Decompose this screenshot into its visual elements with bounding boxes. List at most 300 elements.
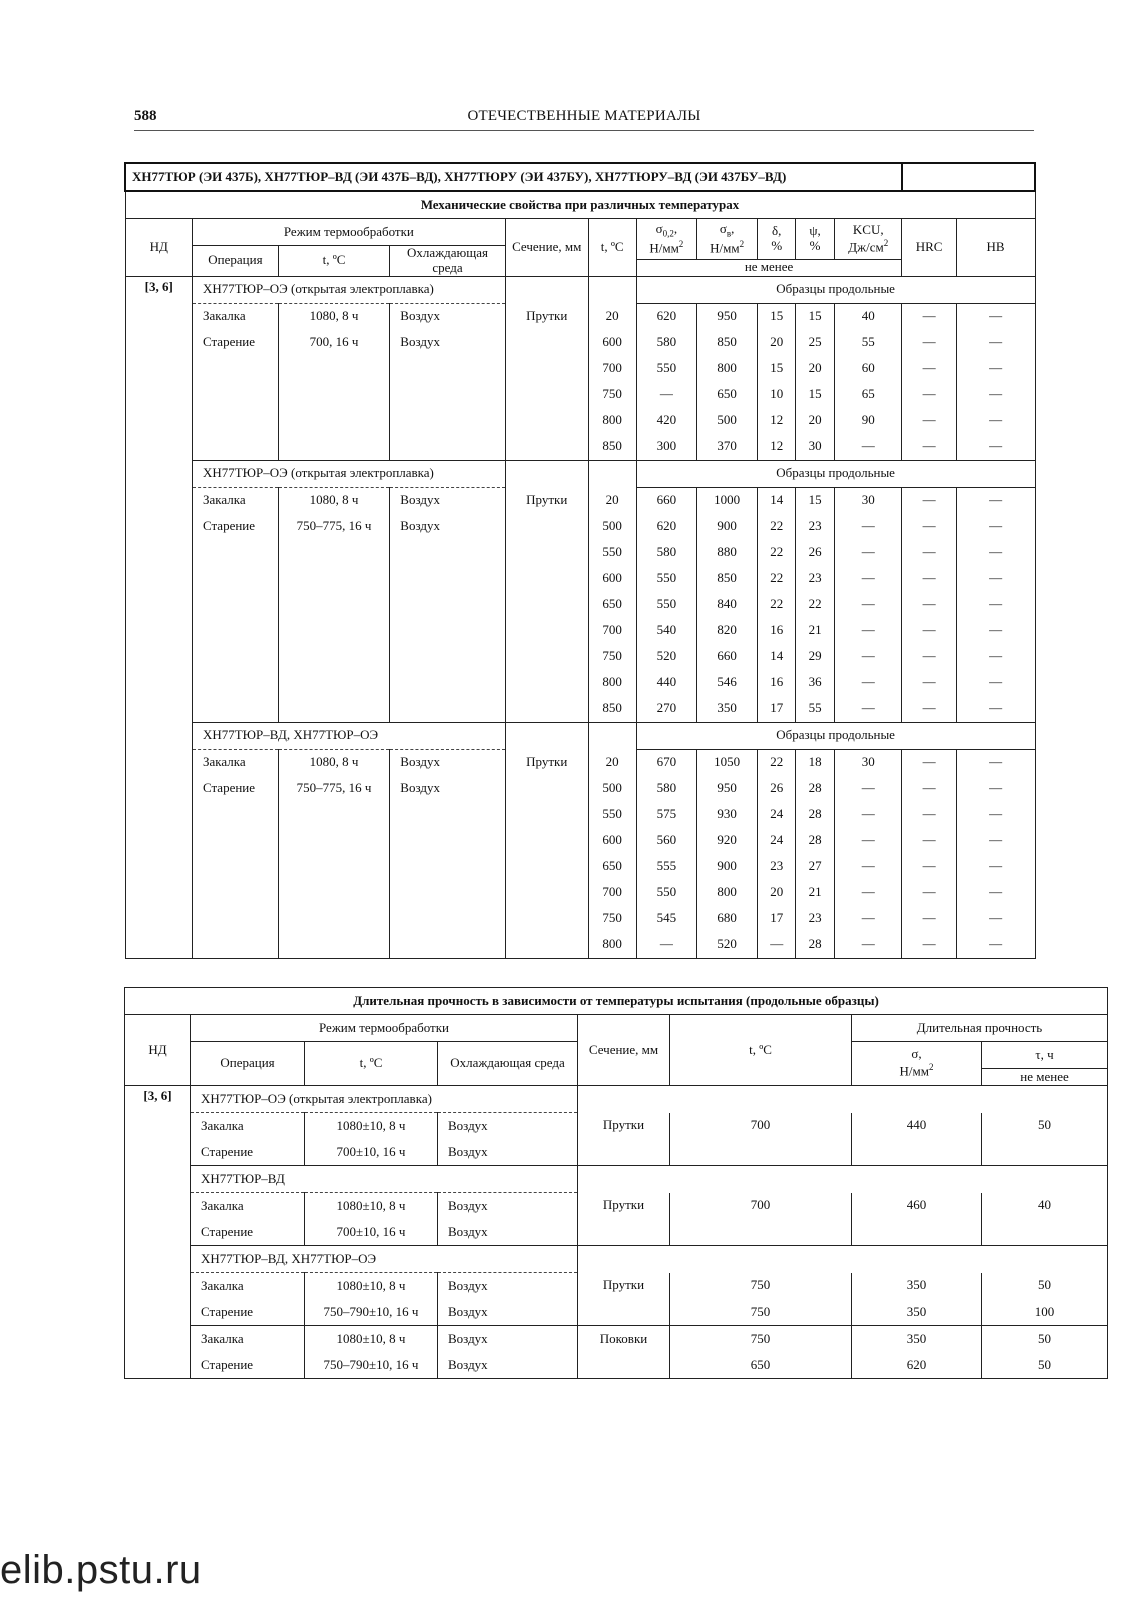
- group-name: ХН77ТЮР–ОЭ (открытая электроплавка): [192, 276, 505, 303]
- cooling-blank: [390, 382, 506, 408]
- operation: Закалка: [191, 1193, 305, 1220]
- cooling-medium: Воздух: [438, 1326, 578, 1353]
- psi-value: 22: [796, 592, 835, 618]
- cooling-blank: [390, 880, 506, 906]
- table-row: [125, 1219, 1108, 1246]
- kcu-value: 30: [835, 487, 902, 514]
- table-row: [125, 487, 1035, 514]
- kcu-value: —: [835, 906, 902, 932]
- hb-value: —: [956, 330, 1035, 356]
- kcu-value: 65: [835, 382, 902, 408]
- section-value: [505, 566, 588, 592]
- table-row: [125, 540, 1035, 566]
- temp-blank: [278, 618, 389, 644]
- psi-value: 23: [796, 514, 835, 540]
- table-row: [125, 408, 1035, 434]
- header-operation: Операция: [191, 1042, 305, 1086]
- delta-value: 16: [758, 618, 796, 644]
- hrc-value: —: [902, 828, 956, 854]
- treatment-temp: 750–790±10, 16 ч: [305, 1352, 438, 1379]
- sb-value: 920: [696, 828, 757, 854]
- treatment-temp: 1080±10, 8 ч: [305, 1113, 438, 1140]
- hrc-value: —: [902, 330, 956, 356]
- cooling-blank: [390, 644, 506, 670]
- hrc-value: —: [902, 356, 956, 382]
- running-title: ОТЕЧЕСТВЕННЫЕ МАТЕРИАЛЫ: [467, 108, 701, 124]
- treatment-temp: 750–775, 16 ч: [278, 514, 389, 540]
- section-blank: [505, 722, 588, 749]
- delta-value: 16: [758, 670, 796, 696]
- psi-value: 26: [796, 540, 835, 566]
- psi-value: 29: [796, 644, 835, 670]
- s02-value: 440: [636, 670, 696, 696]
- table-row: [125, 1166, 1108, 1193]
- hb-value: —: [956, 514, 1035, 540]
- test-temp: 600: [588, 828, 636, 854]
- kcu-value: —: [835, 566, 902, 592]
- sb-value: 950: [696, 776, 757, 802]
- operation: Закалка: [191, 1113, 305, 1140]
- delta-value: 12: [758, 434, 796, 461]
- temp-blank: [278, 932, 389, 959]
- operation-blank: [192, 932, 278, 959]
- hb-value: —: [956, 487, 1035, 514]
- cooling-blank: [390, 540, 506, 566]
- psi-value: 25: [796, 330, 835, 356]
- sb-value: 546: [696, 670, 757, 696]
- hb-value: —: [956, 592, 1035, 618]
- table-row: [125, 880, 1035, 906]
- section-value: [505, 644, 588, 670]
- hb-value: —: [956, 854, 1035, 880]
- cooling-blank: [390, 696, 506, 723]
- header-nd: НД: [125, 1015, 191, 1086]
- temp-blank: [278, 592, 389, 618]
- nd-reference: [3, 6]: [125, 1086, 191, 1379]
- cooling-blank: [390, 408, 506, 434]
- cooling-medium: Воздух: [438, 1113, 578, 1140]
- operation-blank: [192, 566, 278, 592]
- section-value: [505, 828, 588, 854]
- table-row: [125, 1086, 1108, 1113]
- section-value: [505, 880, 588, 906]
- sigma-value: 350: [852, 1273, 982, 1300]
- section-value: [578, 1219, 670, 1246]
- test-temp: 750: [588, 906, 636, 932]
- operation: Закалка: [191, 1326, 305, 1353]
- cooling-medium: Воздух: [438, 1219, 578, 1246]
- operation-blank: [192, 408, 278, 434]
- hb-value: —: [956, 382, 1035, 408]
- table-row: [125, 219, 1035, 246]
- test-temp: 550: [588, 802, 636, 828]
- test-temp: 800: [588, 408, 636, 434]
- table-row: [125, 1352, 1108, 1379]
- hrc-value: —: [902, 303, 956, 330]
- psi-value: 27: [796, 854, 835, 880]
- hb-value: —: [956, 566, 1035, 592]
- section-value: [505, 382, 588, 408]
- cooling-blank: [390, 618, 506, 644]
- s02-value: —: [636, 382, 696, 408]
- test-temp: 20: [588, 487, 636, 514]
- operation-blank: [192, 540, 278, 566]
- operation: Старение: [191, 1299, 305, 1326]
- temp-blank: [278, 802, 389, 828]
- operation: Закалка: [192, 749, 278, 776]
- sb-value: 950: [696, 303, 757, 330]
- header-test-temp: t, ºC: [670, 1015, 852, 1086]
- header-test-temp: t, ºC: [588, 219, 636, 277]
- group-name: ХН77ТЮР–ВД, ХН77ТЮР–ОЭ: [191, 1246, 578, 1273]
- header-section: Сечение, мм: [578, 1015, 670, 1086]
- operation-blank: [192, 802, 278, 828]
- hrc-value: —: [902, 670, 956, 696]
- test-temp: 700: [588, 618, 636, 644]
- sb-value: 850: [696, 566, 757, 592]
- sb-value: 820: [696, 618, 757, 644]
- hb-value: —: [956, 880, 1035, 906]
- psi-value: 28: [796, 802, 835, 828]
- group-name: ХН77ТЮР–ВД, ХН77ТЮР–ОЭ: [192, 722, 505, 749]
- specimen-note: Образцы продольные: [636, 460, 1035, 487]
- header-operation: Операция: [192, 246, 278, 277]
- sb-value: 520: [696, 932, 757, 959]
- sb-value: 650: [696, 382, 757, 408]
- cooling-medium: Воздух: [390, 487, 506, 514]
- kcu-value: 30: [835, 749, 902, 776]
- psi-value: 15: [796, 487, 835, 514]
- test-temp: 600: [588, 330, 636, 356]
- table-row: [125, 303, 1035, 330]
- cooling-blank: [390, 854, 506, 880]
- sigma-value: 350: [852, 1326, 982, 1353]
- operation: Старение: [192, 514, 278, 540]
- operation: Старение: [191, 1352, 305, 1379]
- psi-value: 20: [796, 356, 835, 382]
- test-temp: 750: [670, 1326, 852, 1353]
- section-value: Прутки: [578, 1193, 670, 1220]
- section-value: [505, 618, 588, 644]
- hrc-value: —: [902, 906, 956, 932]
- s02-value: 550: [636, 566, 696, 592]
- hrc-value: —: [902, 776, 956, 802]
- psi-value: 23: [796, 906, 835, 932]
- hrc-value: —: [902, 749, 956, 776]
- test-temp: 700: [670, 1113, 852, 1140]
- treatment-temp: 750–790±10, 16 ч: [305, 1299, 438, 1326]
- psi-value: 21: [796, 880, 835, 906]
- section-value: Поковки: [578, 1326, 670, 1353]
- header-hb: HB: [956, 219, 1035, 277]
- test-temp: 750: [588, 644, 636, 670]
- sigma-value: [852, 1139, 982, 1166]
- hrc-value: —: [902, 566, 956, 592]
- treatment-temp: 1080, 8 ч: [278, 303, 389, 330]
- s02-value: 580: [636, 776, 696, 802]
- delta-value: 15: [758, 303, 796, 330]
- cooling-blank: [390, 906, 506, 932]
- psi-value: 18: [796, 749, 835, 776]
- hb-value: —: [956, 776, 1035, 802]
- cooling-blank: [390, 592, 506, 618]
- kcu-value: 90: [835, 408, 902, 434]
- table-title-blank: [902, 163, 1035, 191]
- kcu-value: —: [835, 880, 902, 906]
- test-temp: 850: [588, 696, 636, 723]
- table-row: [125, 618, 1035, 644]
- sigma-value: 350: [852, 1299, 982, 1326]
- section-value: [505, 356, 588, 382]
- header-delta: δ, %: [758, 219, 796, 260]
- psi-value: 20: [796, 408, 835, 434]
- kcu-value: —: [835, 802, 902, 828]
- psi-value: 55: [796, 696, 835, 723]
- test-temp: 500: [588, 514, 636, 540]
- temp-blank: [588, 276, 636, 303]
- table-row: [125, 906, 1035, 932]
- table-row: [125, 749, 1035, 776]
- temp-blank: [278, 566, 389, 592]
- header-s02: $\sigma_{0,2}$, $Н/мм^2$: [636, 219, 696, 260]
- s02-value: 300: [636, 434, 696, 461]
- hb-value: —: [956, 540, 1035, 566]
- temp-blank: [588, 722, 636, 749]
- section-value: [505, 802, 588, 828]
- s02-value: 520: [636, 644, 696, 670]
- section-value: [578, 1352, 670, 1379]
- sigma-value: [852, 1219, 982, 1246]
- kcu-value: 60: [835, 356, 902, 382]
- psi-value: 23: [796, 566, 835, 592]
- section-value: [505, 330, 588, 356]
- operation-blank: [192, 592, 278, 618]
- psi-value: 15: [796, 303, 835, 330]
- temp-blank: [278, 696, 389, 723]
- table-row: [125, 434, 1035, 461]
- hrc-value: —: [902, 382, 956, 408]
- cooling-blank: [390, 434, 506, 461]
- section-value: [505, 932, 588, 959]
- sigma-value: 460: [852, 1193, 982, 1220]
- sb-value: 900: [696, 854, 757, 880]
- temp-blank: [278, 408, 389, 434]
- treatment-temp: 1080, 8 ч: [278, 749, 389, 776]
- sb-value: 500: [696, 408, 757, 434]
- table-row: [125, 276, 1035, 303]
- delta-value: 17: [758, 696, 796, 723]
- table-row: [125, 460, 1035, 487]
- treatment-temp: 700±10, 16 ч: [305, 1219, 438, 1246]
- kcu-value: —: [835, 854, 902, 880]
- header-kcu: KCU, $Дж/см^2$: [835, 219, 902, 260]
- s02-value: 580: [636, 330, 696, 356]
- tau-value: 50: [982, 1352, 1108, 1379]
- test-temp: 600: [588, 566, 636, 592]
- kcu-value: —: [835, 592, 902, 618]
- header-sb: $\sigma_в$, $Н/мм^2$: [696, 219, 757, 260]
- header-psi: ψ, %: [796, 219, 835, 260]
- operation-blank: [192, 828, 278, 854]
- table-row: [125, 1015, 1108, 1042]
- kcu-value: —: [835, 644, 902, 670]
- cooling-medium: Воздух: [438, 1352, 578, 1379]
- delta-value: 14: [758, 487, 796, 514]
- tau-value: 50: [982, 1273, 1108, 1300]
- kcu-value: —: [835, 776, 902, 802]
- cooling-medium: Воздух: [390, 749, 506, 776]
- test-temp: 700: [670, 1193, 852, 1220]
- table-title: ХН77ТЮР (ЭИ 437Б), ХН77ТЮР–ВД (ЭИ 437Б–ВД), ХН77ТЮРУ (ЭИ 437БУ), ХН77ТЮРУ–ВД (ЭИ 437БУ–ВД): [125, 163, 902, 191]
- cooling-medium: Воздух: [438, 1273, 578, 1300]
- table-row: [125, 1193, 1108, 1220]
- operation-blank: [192, 854, 278, 880]
- section-blank: [505, 460, 588, 487]
- header-nd: НД: [125, 219, 192, 277]
- table-row: [125, 191, 1035, 219]
- operation-blank: [192, 880, 278, 906]
- blank: [578, 1246, 1108, 1273]
- s02-value: —: [636, 932, 696, 959]
- cooling-medium: Воздух: [390, 776, 506, 802]
- hb-value: —: [956, 749, 1035, 776]
- operation-blank: [192, 644, 278, 670]
- test-temp: 850: [588, 434, 636, 461]
- sb-value: 880: [696, 540, 757, 566]
- cooling-medium: Воздух: [390, 330, 506, 356]
- cooling-blank: [390, 802, 506, 828]
- watermark: elib.pstu.ru: [0, 1548, 202, 1592]
- cooling-medium: Воздух: [438, 1139, 578, 1166]
- delta-value: 17: [758, 906, 796, 932]
- s02-value: 575: [636, 802, 696, 828]
- temp-blank: [278, 382, 389, 408]
- s02-value: 580: [636, 540, 696, 566]
- sb-value: 800: [696, 356, 757, 382]
- psi-value: 30: [796, 434, 835, 461]
- operation: Старение: [191, 1139, 305, 1166]
- table-row: [125, 670, 1035, 696]
- section-heading: Механические свойства при различных температурах: [125, 191, 1035, 219]
- temp-blank: [278, 434, 389, 461]
- blank: [578, 1166, 1108, 1193]
- section-value: [505, 592, 588, 618]
- treatment-temp: 750–775, 16 ч: [278, 776, 389, 802]
- delta-value: 12: [758, 408, 796, 434]
- psi-value: 15: [796, 382, 835, 408]
- header-regime: Режим термообработки: [192, 219, 505, 246]
- table-row: [125, 163, 1035, 191]
- test-temp: 550: [588, 540, 636, 566]
- hrc-value: —: [902, 802, 956, 828]
- header-sigma: σ, $Н/мм^2$: [852, 1042, 982, 1086]
- page-number: 588: [134, 108, 157, 124]
- operation-blank: [192, 434, 278, 461]
- header-tau: τ, ч: [982, 1042, 1108, 1069]
- hb-value: —: [956, 696, 1035, 723]
- section-heading: Длительная прочность в зависимости от температуры испытания (продольные образцы): [125, 988, 1108, 1015]
- sb-value: 930: [696, 802, 757, 828]
- hrc-value: —: [902, 880, 956, 906]
- test-temp: 750: [588, 382, 636, 408]
- sb-value: 850: [696, 330, 757, 356]
- s02-value: 620: [636, 514, 696, 540]
- kcu-value: —: [835, 514, 902, 540]
- hb-value: —: [956, 906, 1035, 932]
- blank: [578, 1086, 1108, 1113]
- sb-value: 350: [696, 696, 757, 723]
- table-row: [125, 1326, 1108, 1353]
- operation: Старение: [192, 330, 278, 356]
- operation-blank: [192, 906, 278, 932]
- table-row: [125, 854, 1035, 880]
- delta-value: —: [758, 932, 796, 959]
- delta-value: 22: [758, 592, 796, 618]
- hb-value: —: [956, 670, 1035, 696]
- treatment-temp: 1080±10, 8 ч: [305, 1273, 438, 1300]
- kcu-value: —: [835, 828, 902, 854]
- test-temp: 800: [588, 670, 636, 696]
- hrc-value: —: [902, 644, 956, 670]
- group-name: ХН77ТЮР–ОЭ (открытая электроплавка): [192, 460, 505, 487]
- table-row: [125, 932, 1035, 959]
- table-row: [125, 644, 1035, 670]
- header-hrc: HRC: [902, 219, 956, 277]
- section-value: [505, 434, 588, 461]
- delta-value: 22: [758, 749, 796, 776]
- operation: Старение: [192, 776, 278, 802]
- tau-value: 100: [982, 1299, 1108, 1326]
- table-row: [125, 1299, 1108, 1326]
- psi-value: 21: [796, 618, 835, 644]
- test-temp: 650: [670, 1352, 852, 1379]
- group-name: ХН77ТЮР–ОЭ (открытая электроплавка): [191, 1086, 578, 1113]
- sb-value: 800: [696, 880, 757, 906]
- table-row: [125, 1113, 1108, 1140]
- kcu-value: —: [835, 932, 902, 959]
- cooling-blank: [390, 670, 506, 696]
- test-temp: 500: [588, 776, 636, 802]
- temp-blank: [278, 670, 389, 696]
- section-value: Прутки: [505, 487, 588, 514]
- sigma-value: 620: [852, 1352, 982, 1379]
- hrc-value: —: [902, 487, 956, 514]
- table-row: [125, 802, 1035, 828]
- operation: Закалка: [192, 303, 278, 330]
- test-temp: 750: [670, 1273, 852, 1300]
- temp-blank: [278, 356, 389, 382]
- s02-value: 550: [636, 356, 696, 382]
- running-header: [134, 106, 1034, 131]
- delta-value: 20: [758, 330, 796, 356]
- temp-blank: [278, 880, 389, 906]
- treatment-temp: 1080±10, 8 ч: [305, 1193, 438, 1220]
- cooling-medium: Воздух: [438, 1193, 578, 1220]
- delta-value: 14: [758, 644, 796, 670]
- specimen-note: Образцы продольные: [636, 722, 1035, 749]
- sb-value: 1050: [696, 749, 757, 776]
- section-value: [505, 514, 588, 540]
- temp-blank: [278, 644, 389, 670]
- kcu-value: 55: [835, 330, 902, 356]
- hrc-value: —: [902, 696, 956, 723]
- test-temp: 700: [588, 356, 636, 382]
- table-row: [125, 592, 1035, 618]
- section-value: [578, 1139, 670, 1166]
- section-blank: [505, 276, 588, 303]
- hrc-value: —: [902, 618, 956, 644]
- hrc-value: —: [902, 932, 956, 959]
